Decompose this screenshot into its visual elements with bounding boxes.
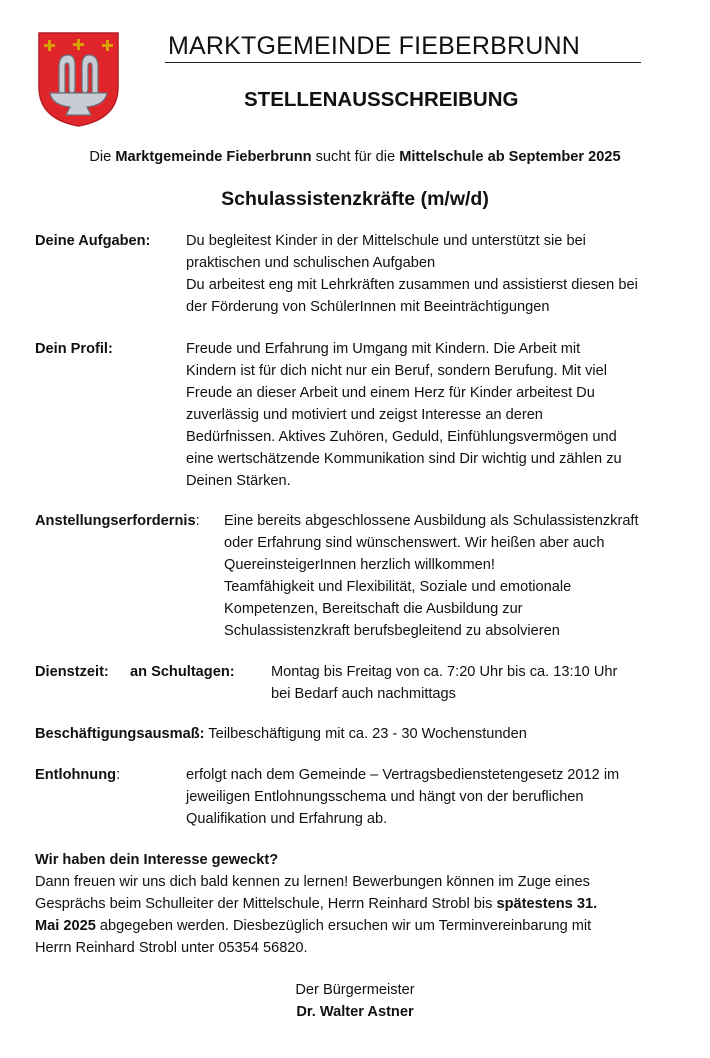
entlohnung-line: Qualifikation und Erfahrung ab. — [186, 811, 388, 827]
aufgaben-line: der Förderung von SchülerInnen mit Beeinträchtigungen — [186, 299, 550, 315]
closing-line-3-text: abgegeben werden. Diesbezüglich ersuchen wir um Terminvereinbarung mit — [95, 918, 592, 934]
dienstzeit-line: bei Bedarf auch nachmittags — [271, 686, 456, 702]
signature-name: Dr. Walter Astner — [296, 1004, 414, 1020]
closing-line-1: Dann freuen wir uns dich bald kennen zu lernen! Bewerbungen können im Zuge eines — [35, 874, 590, 890]
intro-mid: sucht für die — [311, 149, 400, 165]
ausmass-row — [35, 723, 527, 745]
entlohnung-line: jeweiligen Entlohnungsschema und hängt von der beruflichen — [186, 789, 584, 805]
closing-line-2-text: Gesprächs beim Schulleiter der Mittelschule, Herrn Reinhard Strobl bis — [35, 896, 497, 912]
entlohnung-line: erfolgt nach dem Gemeinde – Vertragsbedienstetengesetz 2012 im — [186, 767, 620, 783]
profil-line: Freude und Erfahrung im Umgang mit Kindern. Die Arbeit mit — [186, 341, 581, 357]
aufgaben-line: Du begleitest Kinder in der Mittelschule und unterstützt sie bei — [186, 233, 586, 249]
entlohnung-label: Entlohnung — [35, 767, 117, 783]
municipality-title: MARKTGEMEINDE FIEBERBRUNN — [168, 32, 580, 60]
closing-line-3 — [35, 915, 591, 937]
job-title: Schulassistenzkräfte (m/w/d) — [221, 188, 489, 210]
signature-role: Der Bürgermeister — [295, 982, 415, 998]
intro-school: Mittelschule ab September 2025 — [399, 149, 621, 165]
erfordernis-label: Anstellungserfordernis — [35, 513, 196, 529]
profil-label: Dein Profil: — [35, 341, 113, 357]
entlohnung-colon: : — [116, 767, 121, 783]
deadline-date-part1: spätestens 31. — [496, 896, 598, 912]
intro-org: Marktgemeinde Fieberbrunn — [115, 149, 312, 165]
profil-line: Bedürfnissen. Aktives Zuhören, Geduld, Einfühlungsvermögen und — [186, 429, 617, 445]
entlohnung-label-group — [35, 764, 120, 786]
aufgaben-line: Du arbeitest eng mit Lehrkräften zusammen und assistierst diesen bei — [186, 277, 638, 293]
erfordernis-line: Eine bereits abgeschlossene Ausbildung als Schulassistenzkraft — [224, 513, 639, 529]
closing-heading: Wir haben dein Interesse geweckt? — [35, 852, 279, 868]
erfordernis-line: oder Erfahrung sind wünschenswert. Wir heißen aber auch — [224, 535, 605, 551]
erfordernis-line: Teamfähigkeit und Flexibilität, Soziale und emotionale — [224, 579, 572, 595]
erfordernis-line: Kompetenzen, Bereitschaft die Ausbildung zur — [224, 601, 523, 617]
erfordernis-line: Schulassistenzkraft berufsbegleitend zu absolvieren — [224, 623, 560, 639]
profil-line: Kindern ist für dich nicht nur ein Beruf, sondern Berufung. Mit viel — [186, 363, 608, 379]
erfordernis-label-group — [35, 510, 200, 532]
dienstzeit-sublabel: an Schultagen: — [130, 664, 235, 680]
ausmass-text: Teilbeschäftigung mit ca. 23 - 30 Wochenstunden — [204, 726, 527, 742]
erfordernis-colon: : — [195, 513, 200, 529]
erfordernis-line: QuereinsteigerInnen herzlich willkommen! — [224, 557, 495, 573]
profil-line: eine wertschätzende Kommunikation sind Dir wichtig und zählen zu — [186, 451, 622, 467]
dienstzeit-label: Dienstzeit: — [35, 664, 109, 680]
profil-line: Freude an dieser Arbeit und einem Herz für Kinder arbeitest Du — [186, 385, 595, 401]
closing-line-4: Herrn Reinhard Strobl unter 05354 56820. — [35, 940, 308, 956]
profil-line: Deinen Stärken. — [186, 473, 291, 489]
aufgaben-label: Deine Aufgaben: — [35, 233, 151, 249]
header-divider — [165, 62, 641, 63]
ausmass-label: Beschäftigungsausmaß: — [35, 726, 205, 742]
closing-line-2 — [35, 893, 597, 915]
intro-line — [0, 146, 710, 168]
dienstzeit-line: Montag bis Freitag von ca. 7:20 Uhr bis ca. 13:10 Uhr — [271, 664, 618, 680]
document-title: STELLENAUSSCHREIBUNG — [244, 88, 519, 111]
deadline-date-part2: Mai 2025 — [35, 918, 96, 934]
aufgaben-line: praktischen und schulischen Aufgaben — [186, 255, 436, 271]
coat-of-arms-icon — [37, 31, 120, 128]
profil-line: zuverlässig und motiviert und zeigst Interesse an deren — [186, 407, 543, 423]
intro-pre: Die — [89, 149, 116, 165]
